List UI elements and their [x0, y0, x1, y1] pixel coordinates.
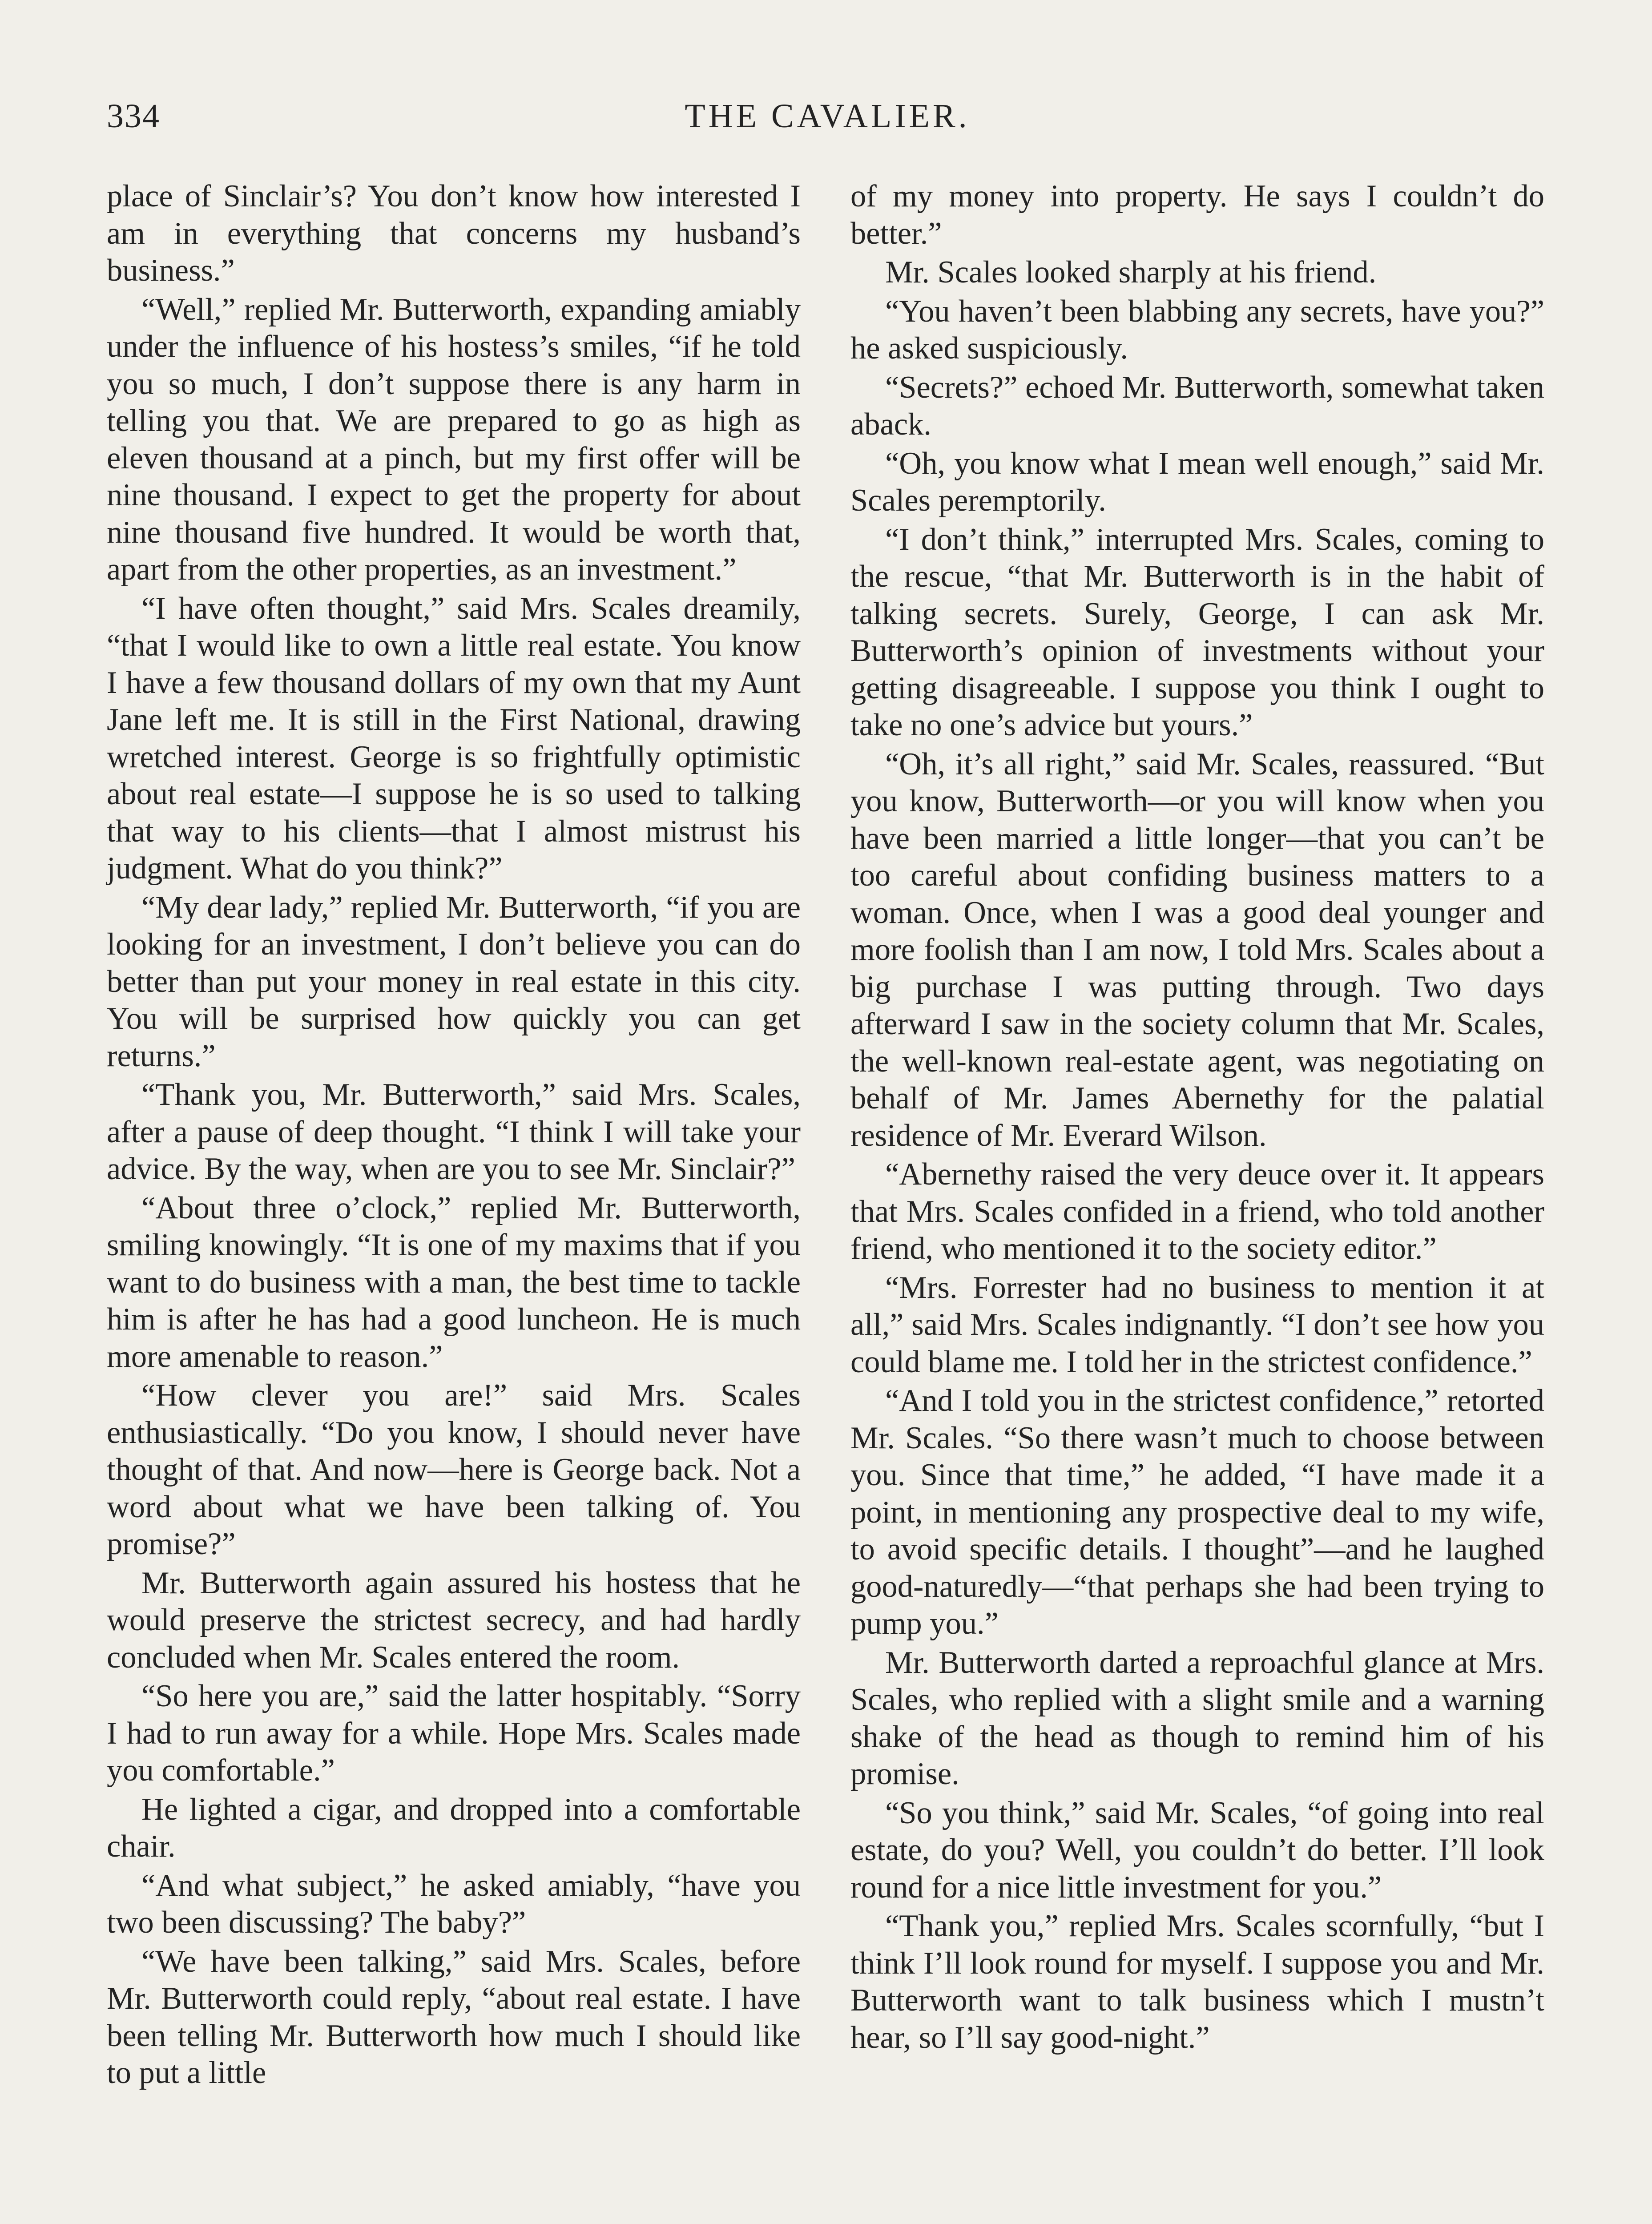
paragraph: “So here you are,” said the latter hospitably. “Sorry I had to run away for a while. Hope Mrs. Scales made you comfortable.”: [107, 1679, 801, 1788]
paragraph: place of Sinclair’s? You don’t know how interested I am in everything that concerns my husband’s business.”: [107, 179, 801, 288]
running-title: THE CAVALIER.: [685, 97, 970, 135]
paragraph: “And I told you in the strictest confidence,” retorted Mr. Scales. “So there wasn’t much to choose between you. Since that time,” he added, “I have made it a point, in mentioning any prospective deal to my wife, to avoid specific details. I thought”—and he laughed good-naturedly—“that perhaps she had been trying to pump you.”: [850, 1383, 1544, 1641]
paragraph: “I don’t think,” interrupted Mrs. Scales, coming to the rescue, “that Mr. Butterworth is in the habit of talking secrets. Surely, George, I can ask Mr. Butterworth’s opinion of investments without your getting disagreeable. I suppose you think I ought to take no one’s advice but yours.”: [850, 522, 1544, 742]
paragraph: “I have often thought,” said Mrs. Scales dreamily, “that I would like to own a little real estate. You know I have a few thousand dollars of my own that my Aunt Jane left me. It is still in the First National, drawing wretched interest. George is so frightfully optimistic about real estate—I suppose he is so used to talking that way to his clients—that I almost mistrust his judgment. What do you think?”: [107, 591, 801, 886]
left-column: [107, 178, 801, 2094]
paragraph: “You haven’t been blabbing any secrets, have you?” he asked suspiciously.: [850, 294, 1544, 366]
paragraph: He lighted a cigar, and dropped into a comfortable chair.: [107, 1792, 801, 1864]
paragraph: Mr. Butterworth again assured his hostess that he would preserve the strictest secrecy, and had hardly concluded when Mr. Scales entered the room.: [107, 1565, 801, 1675]
paragraph: “How clever you are!” said Mrs. Scales enthusiastically. “Do you know, I should never have thought of that. And now—here is George back. Not a word about what we have been talking of. You promise?”: [107, 1378, 801, 1561]
paragraph: Mr. Butterworth darted a reproachful glance at Mrs. Scales, who replied with a slight smile and a warning shake of the head as though to remind him of his promise.: [850, 1645, 1544, 1791]
paragraph: “Mrs. Forrester had no business to mention it at all,” said Mrs. Scales indignantly. “I don’t see how you could blame me. I told her in the strictest confidence.”: [850, 1270, 1544, 1379]
paragraph: “So you think,” said Mr. Scales, “of going into real estate, do you? Well, you couldn’t do better. I’ll look round for a nice little investment for you.”: [850, 1795, 1544, 1905]
paragraph: Mr. Scales looked sharply at his friend.: [885, 255, 1377, 290]
paragraph: “Oh, you know what I mean well enough,” said Mr. Scales peremptorily.: [850, 446, 1544, 518]
paragraph: “Abernethy raised the very deuce over it. It appears that Mrs. Scales confided in a friend, who told another friend, who mentioned it to the society editor.”: [850, 1157, 1544, 1266]
paragraph: “Secrets?” echoed Mr. Butterworth, somewhat taken aback.: [850, 370, 1544, 442]
paragraph: “Thank you, Mr. Butterworth,” said Mrs. Scales, after a pause of deep thought. “I think I will take your advice. By the way, when are you to see Mr. Sinclair?”: [107, 1077, 801, 1186]
paragraph: “Thank you,” replied Mrs. Scales scornfully, “but I think I’ll look round for myself. I suppose you and Mr. Butterworth want to talk business which I mustn’t hear, so I’ll say good-night.”: [850, 1909, 1544, 2055]
paragraph: “About three o’clock,” replied Mr. Butterworth, smiling knowingly. “It is one of my maxims that if you want to do business with a man, the best time to tackle him is after he has had a good luncheon. He is much more amenable to reason.”: [107, 1190, 801, 1374]
paragraph: “And what subject,” he asked amiably, “have you two been discussing? The baby?”: [107, 1868, 801, 1940]
paragraph: “Oh, it’s all right,” said Mr. Scales, reassured. “But you know, Butterworth—or you will know when you have been married a little longer—that you can’t be too careful about confiding business matters to a woman. Once, when I was a good deal younger and more foolish than I am now, I told Mrs. Scales about a big purchase I was putting through. Two days afterward I saw in the society column that Mr. Scales, the well-known real-estate agent, was negotiating on behalf of Mr. James Abernethy for the palatial residence of Mr. Everard Wilson.: [850, 746, 1544, 1153]
paragraph: “We have been talking,” said Mrs. Scales, before Mr. Butterworth could reply, “about real estate. I have been telling Mr. Butterworth how much I should like to put a little: [107, 1944, 801, 2090]
paragraph: “My dear lady,” replied Mr. Butterworth, “if you are looking for an investment, I don’t believe you can do better than put your money in real estate in this city. You will be surprised how quickly you can get returns.”: [107, 890, 801, 1073]
right-column: [850, 178, 1544, 2058]
page-number: 334: [107, 97, 160, 135]
paragraph: of my money into property. He says I couldn’t do better.”: [850, 179, 1544, 251]
page-header: [107, 97, 1548, 155]
paragraph: “Well,” replied Mr. Butterworth, expanding amiably under the influence of his hostess’s smiles, “if he told you so much, I don’t suppose there is any harm in telling you that. We are prepared to go as high as eleven thousand at a pinch, but my first offer will be nine thousand. I expect to get the property for about nine thousand five hundred. It would be worth that, apart from the other properties, as an investment.”: [107, 292, 801, 587]
